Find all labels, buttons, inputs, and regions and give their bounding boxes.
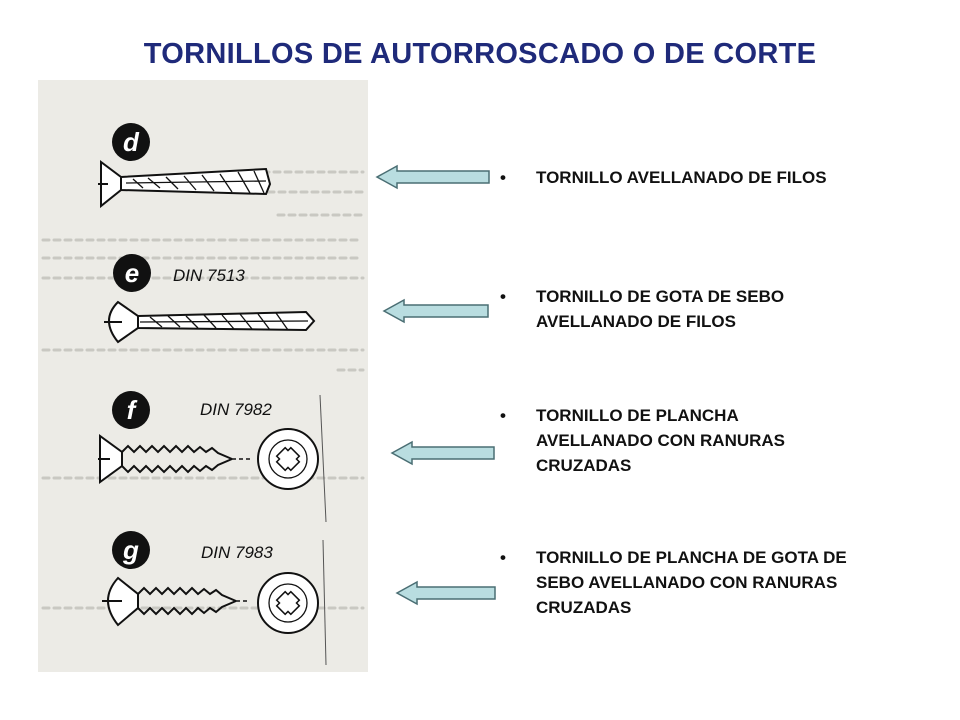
list-item-text: TORNILLO DE PLANCHA DE GOTA DE SEBO AVELLANADO CON RANURAS CRUZADAS: [536, 548, 847, 617]
figure-f: [98, 391, 326, 522]
list-item-text: TORNILLO DE GOTA DE SEBO AVELLANADO DE FILOS: [536, 287, 785, 331]
figure-e: [104, 254, 314, 342]
bullet: •: [500, 406, 506, 425]
list-item: [500, 165, 860, 215]
figure-g-din: DIN 7983: [201, 543, 273, 562]
figure-g-letter: g: [123, 535, 139, 565]
arrow-left-icon: [390, 439, 498, 467]
bullet: •: [500, 168, 506, 187]
arrow-left-icon: [375, 163, 493, 191]
figure-e-din: DIN 7513: [173, 266, 245, 285]
bullet: •: [500, 287, 506, 306]
figure-g: [102, 531, 326, 665]
figure-e-letter: e: [124, 258, 140, 288]
list-item-text: TORNILLO DE PLANCHA AVELLANADO CON RANURAS CRUZADAS: [536, 406, 786, 475]
list-item: [500, 403, 860, 478]
arrow-left-icon: [395, 579, 499, 607]
arrow-left-icon: [382, 297, 492, 325]
list-item: [500, 284, 860, 334]
list-item: [500, 545, 860, 620]
list-item-text: TORNILLO AVELLANADO DE FILOS: [536, 168, 827, 187]
figure-f-din: DIN 7982: [200, 400, 272, 419]
figure-d: [98, 123, 270, 206]
page-title: TORNILLOS DE AUTORROSCADO O DE CORTE: [143, 38, 817, 70]
figure-d-letter: d: [123, 127, 139, 157]
figure-f-letter: f: [126, 395, 136, 425]
bullet: •: [500, 548, 506, 567]
scanned-screw-drawings: [38, 80, 368, 672]
